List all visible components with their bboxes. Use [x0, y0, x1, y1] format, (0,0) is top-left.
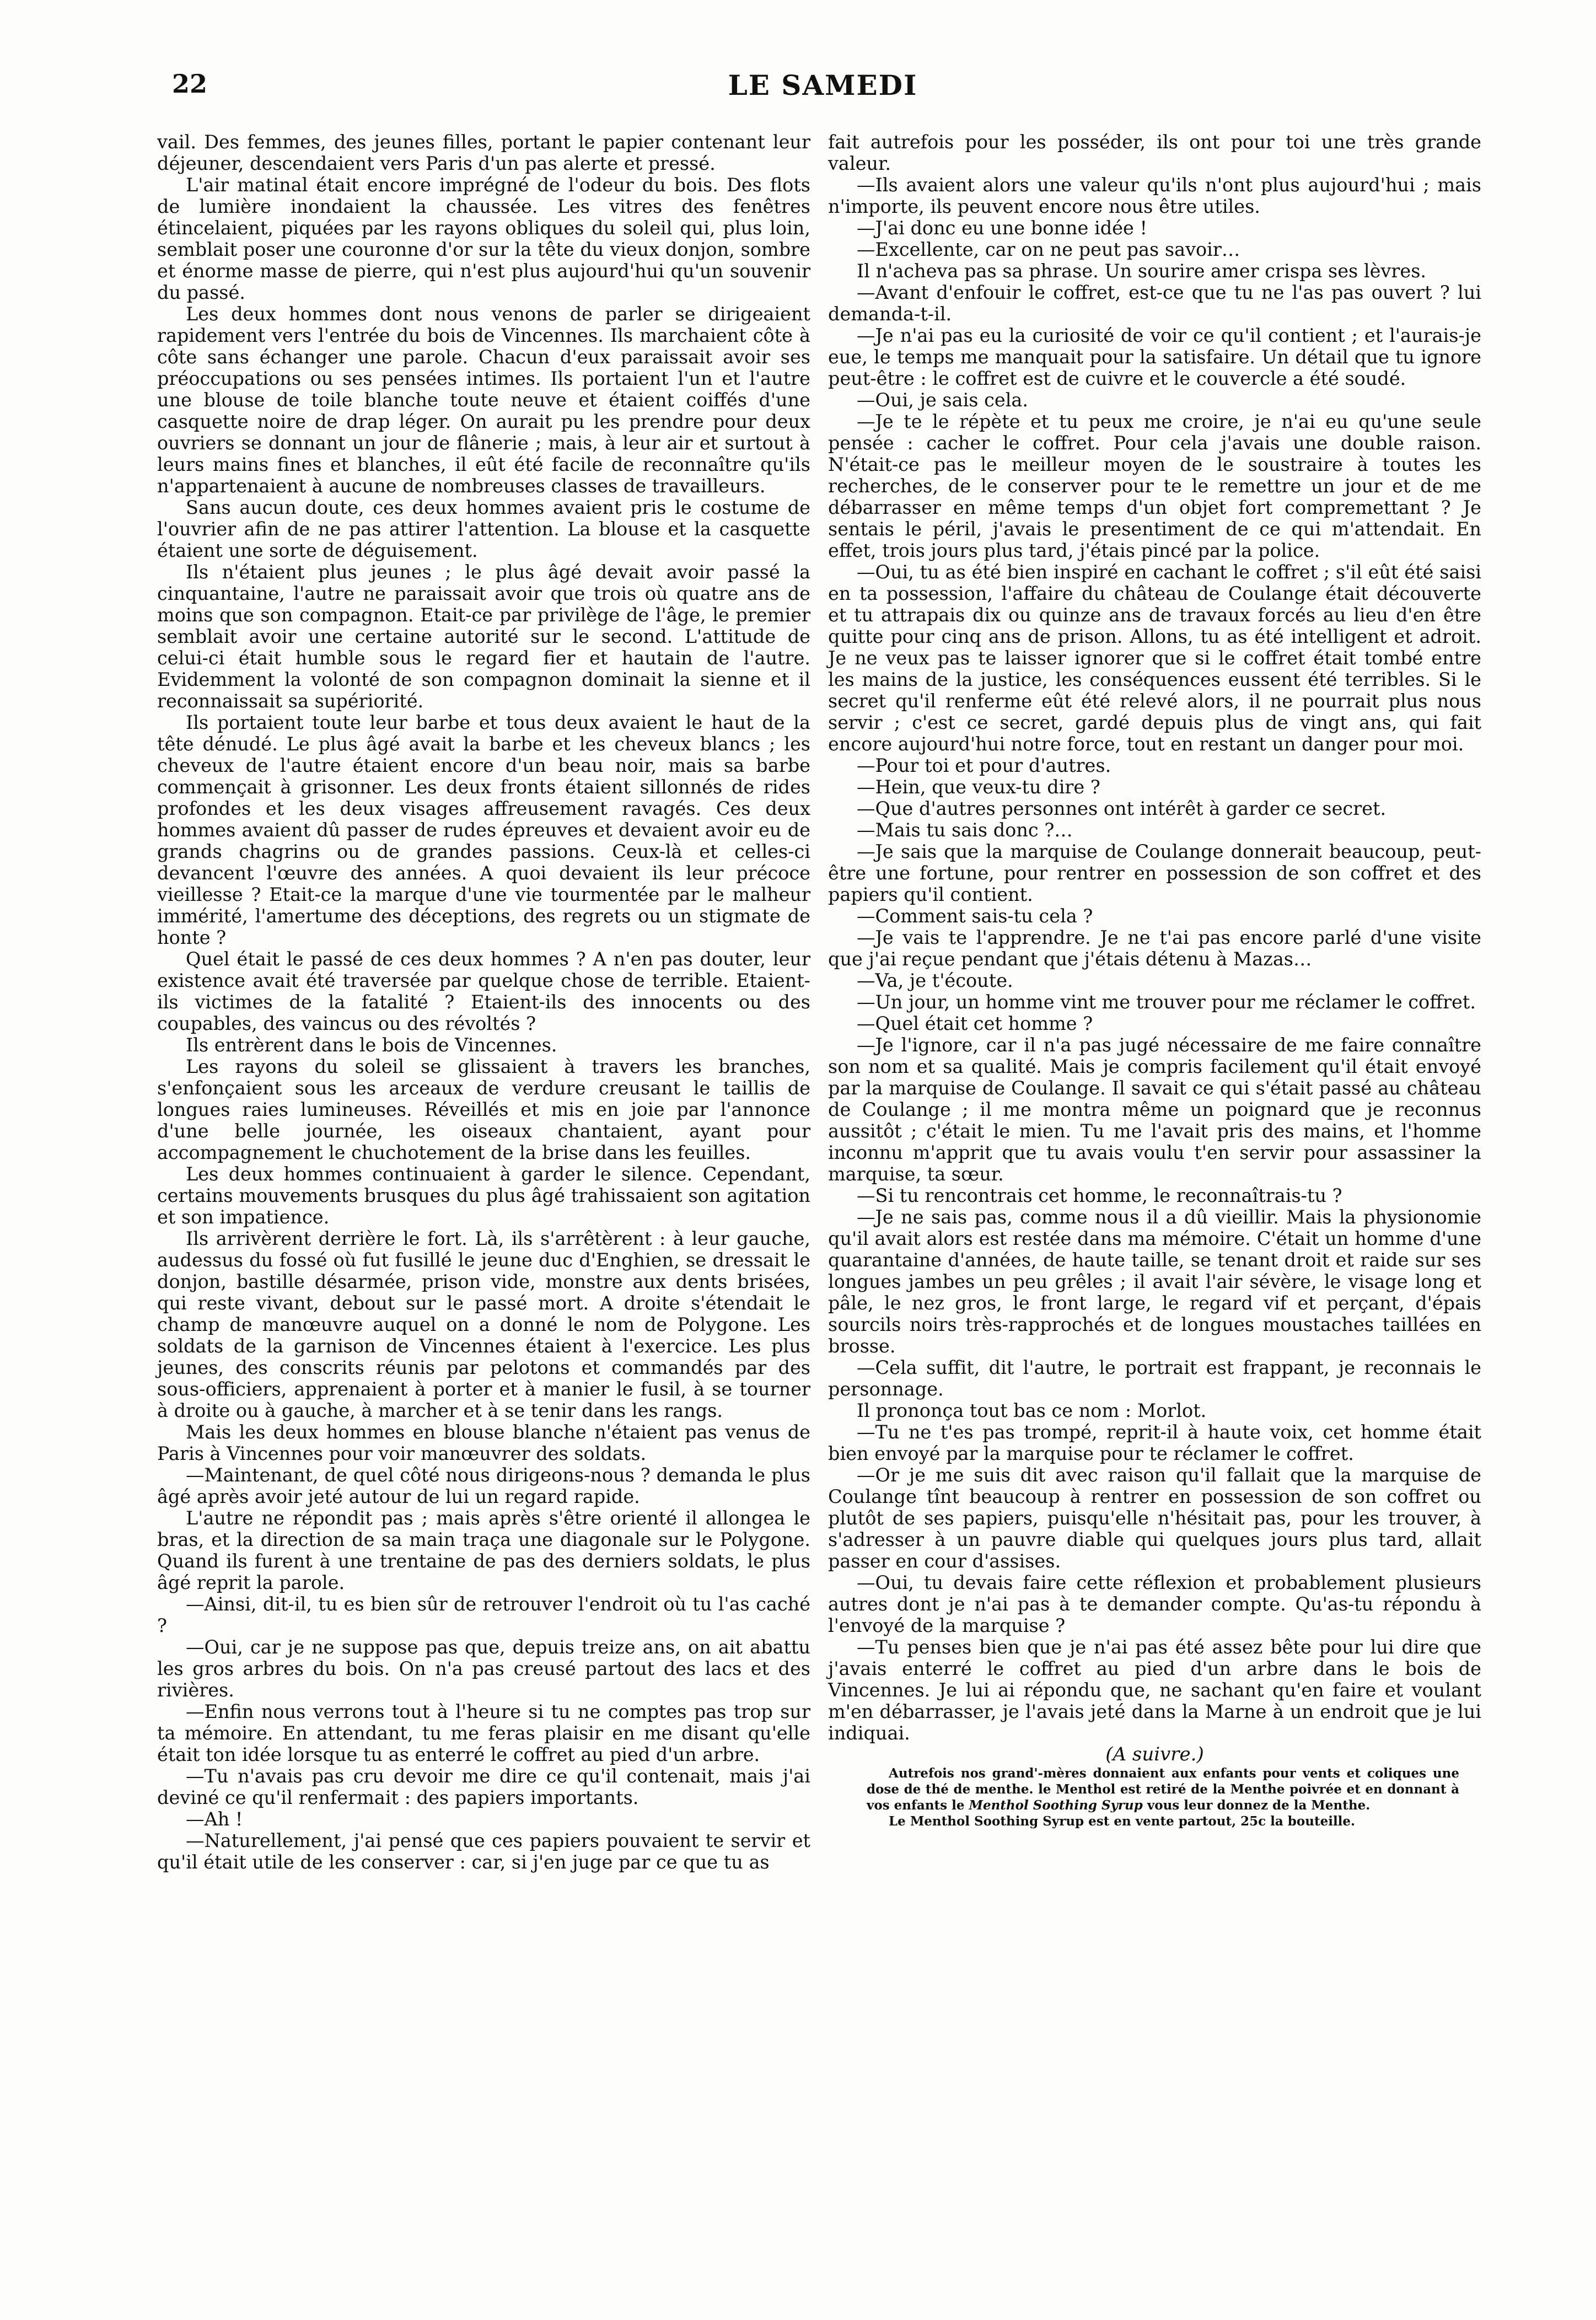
to-be-continued: (A suivre.): [1105, 1743, 1204, 1765]
paragraph: —Que d'autres personnes ont intérêt à garder ce secret.: [857, 798, 1387, 819]
advert-text-1-end: vous leur donnez de la Menthe.: [1147, 1798, 1371, 1813]
paragraph: —Va, je t'écoute.: [857, 970, 1013, 991]
advert-paragraph-1: [867, 1765, 1459, 1813]
paragraph: Il prononça tout bas ce nom : Morlot.: [857, 1400, 1207, 1421]
paragraph: Les deux hommes dont nous venons de parler se dirigeaient rapidement vers l'entrée du bois de Vincennes. Ils marchaient côte à côte sans échanger une parole. Chacun d'eux paraissait avoir ses préoccupations ou ses pensées intimes. Ils portaient l'un et l'autre une blouse de toile blanche toute neuve et étaient coiffés d'une casquette noire de drap léger. On aurait pu les prendre pour deux ouvriers se donnant un jour de flânerie ; mais, à leur air et surtout à leurs mains fines et blanches, il eût été facile de reconnaître qu'ils n'appartenaient à aucune de nombreuses classes de travailleurs.: [157, 303, 810, 497]
paragraph: L'autre ne répondit pas ; mais après s'être orienté il allongea le bras, et la direction de sa main traça une diagonale sur le Polygone. Quand ils furent à une trentaine de pas des derniers soldats, le plus âgé reprit la parole.: [157, 1507, 810, 1593]
paragraph: —Mais tu sais donc ?…: [857, 819, 1073, 841]
paragraph: —Quel était cet homme ?: [857, 1013, 1093, 1034]
paragraph: —Tu penses bien que je n'ai pas été assez bête pour lui dire que j'avais enterré le coffret au pied d'un arbre dans le bois de Vincennes. Je lui ai répondu que, ne sachant qu'en faire et voulant m'en débarrasser, je l'avais jeté dans la Marne à un endroit que je lui indiquai.: [828, 1636, 1481, 1744]
paragraph: —Hein, que veux-tu dire ?: [857, 776, 1100, 798]
paragraph: Les deux hommes continuaient à garder le silence. Cependant, certains mouvements brusques du plus âgé trahissaient son agitation et son impatience.: [157, 1163, 810, 1228]
paragraph: —Si tu rencontrais cet homme, le reconnaîtrais-tu ?: [857, 1185, 1342, 1206]
paragraph: —Je te le répète et tu peux me croire, je n'ai eu qu'une seule pensée : cacher le coffret. Pour cela j'avais une double raison. N'était-ce pas le meilleur moyen de le soustraire à toutes les recherches, de le conserver pour te le remettre un jour et de me débarrasser en même temps d'un objet fort compremettant ? Je sentais le péril, j'avais le presentiment de ce qui m'attendait. En effet, trois jours plus tard, j'étais pincé par la police.: [828, 411, 1481, 561]
paragraph: —Oui, tu devais faire cette réflexion et probablement plusieurs autres dont je n'ai pas à te demander compte. Qu'as-tu répondu à l'envoyé de la marquise ?: [828, 1572, 1481, 1636]
paragraph: fait autrefois pour les posséder, ils ont pour toi une très grande valeur.: [828, 131, 1481, 174]
paragraph: —J'ai donc eu une bonne idée !: [857, 217, 1147, 239]
publication-title: LE SAMEDI: [728, 69, 918, 101]
paragraph: —Oui, je sais cela.: [857, 389, 1029, 411]
paragraph: Il n'acheva pas sa phrase. Un sourire amer crispa ses lèvres.: [857, 260, 1427, 282]
paragraph: Sans aucun doute, ces deux hommes avaient pris le costume de l'ouvrier afin de ne pas attirer l'attention. La blouse et la casquette étaient une sorte de déguisement.: [157, 497, 810, 561]
right-column: [828, 131, 1481, 1829]
advertisement: [867, 1765, 1459, 1829]
paragraph: —Maintenant, de quel côté nous dirigeons-nous ? demanda le plus âgé après avoir jeté autour de lui un regard rapide.: [157, 1464, 810, 1507]
paragraph: —Je ne sais pas, comme nous il a dû vieillir. Mais la physionomie qu'il avait alors est restée dans ma mémoire. C'était un homme d'une quarantaine d'années, de haute taille, se tenant droit et raide sur ses longues jambes un peu grêles ; il avait l'air sévère, le visage long et pâle, le nez gros, le front large, le regard vif et perçant, d'épais sourcils noirs très-rapprochés et de longues moustaches taillées en brosse.: [828, 1206, 1481, 1357]
paragraph: —Comment sais-tu cela ?: [857, 905, 1093, 927]
paragraph: L'air matinal était encore imprégné de l'odeur du bois. Des flots de lumière inondaient la chaussée. Les vitres des fenêtres étincelaient, piquées par les rayons obliques du soleil qui, plus loin, semblait poser une couronne d'or sur la tête du vieux donjon, sombre et énorme masse de pierre, qui n'est plus aujourd'hui qu'un souvenir du passé.: [157, 174, 810, 303]
paragraph: —Je l'ignore, car il n'a pas jugé nécessaire de me faire connaître son nom et sa qualité. Mais je compris facilement qu'il était envoyé par la marquise de Coulange. Il savait ce qui s'était passé au château de Coulange ; il me montra même un poignard que je reconnus aussitôt ; c'était le mien. Tu me l'avait pris des mains, et l'homme inconnu m'apprit que tu avais voulu t'en servir pour assassiner la marquise, ta sœur.: [828, 1034, 1481, 1185]
paragraph: —Enfin nous verrons tout à l'heure si tu ne comptes pas trop sur ta mémoire. En attendant, tu me feras plaisir en me disant qu'elle était ton idée lorsque tu as enterré le coffret au pied d'un arbre.: [157, 1701, 810, 1765]
paragraph: —Or je me suis dit avec raison qu'il fallait que la marquise de Coulange tînt beaucoup à rentrer en possession de son coffret ou plutôt de ses papiers, puisqu'elle n'hésitait pas, pour les trouver, à s'adresser à un pauvre diable qui quelques jours plus tard, allait passer en cour d'assises.: [828, 1464, 1481, 1572]
page-header: [165, 69, 1480, 108]
paragraph: —Oui, tu as été bien inspiré en cachant le coffret ; s'il eût été saisi en ta possession, l'affaire du château de Coulange était découverte et tu attrapais dix ou quinze ans de travaux forcés au lieu d'en être quitte pour cinq ans de prison. Allons, tu as été intelligent et adroit. Je ne veux pas te laisser ignorer que si le coffret était tombé entre les mains de la justice, les conséquences eussent été terribles. Si le secret qu'il renferme eût été relevé alors, il ne pourrait plus nous servir ; c'est ce secret, gardé depuis plus de vingt ans, qui fait encore aujourd'hui notre force, tout en restant un danger pour moi.: [828, 561, 1481, 755]
paragraph: Ils portaient toute leur barbe et tous deux avaient le haut de la tête dénudé. Le plus âgé avait la barbe et les cheveux blancs ; les cheveux de l'autre étaient encore d'un beau noir, mais sa barbe commençait à grisonner. Les deux fronts étaient sillonnés de rides profondes et les deux visages affreusement ravagés. Ces deux hommes avaient dû passer de rudes épreuves et devaient avoir eu de grands chagrins ou de grandes passions. Ceux-là et celles-ci devancent l'œuvre des années. A quoi devaient ils leur précoce vieillesse ? Etait-ce la marque d'une vie tourmentée par le malheur immérité, l'amertume des déceptions, des regrets ou un stigmate de honte ?: [157, 712, 810, 948]
advert-paragraph-2: Le Menthol Soothing Syrup est en vente partout, 25c la bouteille.: [889, 1814, 1356, 1829]
page-number: 22: [172, 69, 208, 99]
paragraph: Ils arrivèrent derrière le fort. Là, ils s'arrêtèrent : à leur gauche, audessus du fossé où fut fusillé le jeune duc d'Enghien, se dressait le donjon, bastille désarmée, prison vide, monstre aux dents brisées, qui reste vivant, debout sur le passé mort. A droite s'étendait le champ de manœuvre auquel on a donné le nom de Polygone. Les soldats de la garnison de Vincennes étaient à l'exercice. Les plus jeunes, des conscrits réunis par pelotons et commandés par des sous-officiers, apprenaient à porter et à manier le fusil, à se tourner à droite ou à gauche, à marcher et à se tenir dans les rangs.: [157, 1228, 810, 1421]
paragraph: —Ainsi, dit-il, tu es bien sûr de retrouver l'endroit où tu l'as caché ?: [157, 1593, 810, 1636]
paragraph: —Cela suffit, dit l'autre, le portrait est frappant, je reconnais le personnage.: [828, 1357, 1481, 1400]
paragraph: —Tu n'avais pas cru devoir me dire ce qu'il contenait, mais j'ai deviné ce qu'il renfermait : des papiers importants.: [157, 1765, 810, 1808]
paragraph: —Tu ne t'es pas trompé, reprit-il à haute voix, cet homme était bien envoyé par la marquise pour te réclamer le coffret.: [828, 1421, 1481, 1464]
paragraph: —Avant d'enfouir le coffret, est-ce que tu ne l'as pas ouvert ? lui demanda-t-il.: [828, 282, 1481, 325]
paragraph: —Excellente, car on ne peut pas savoir…: [857, 239, 1240, 260]
paragraph: —Oui, car je ne suppose pas que, depuis treize ans, on ait abattu les gros arbres du bois. On n'a pas creusé partout des lacs et des rivières.: [157, 1636, 810, 1701]
paragraph: Ils n'étaient plus jeunes ; le plus âgé devait avoir passé la cinquantaine, l'autre ne paraissait avoir que trois où quatre ans de moins que son compagnon. Etait-ce par privilège de l'âge, le premier semblait avoir une certaine autorité sur le second. L'attitude de celui-ci était humble sous le regard fier et hautain de l'autre. Evidemment la volonté de son compagnon dominait la sienne et il reconnaissait sa supériorité.: [157, 561, 810, 712]
paragraph: Les rayons du soleil se glissaient à travers les branches, s'enfonçaient sous les arceaux de verdure creusant le taillis de longues raies lumineuses. Réveillés et mis en joie par l'annonce d'une belle journée, les oiseaux chantaient, ayant pour accompagnement le chuchotement de la brise dans les feuilles.: [157, 1056, 810, 1163]
paragraph: —Je sais que la marquise de Coulange donnerait beaucoup, peut-être une fortune, pour rentrer en possession de son coffret et des papiers qu'il contient.: [828, 841, 1481, 905]
paragraph: Ils entrèrent dans le bois de Vincennes.: [186, 1034, 557, 1056]
paragraph: Quel était le passé de ces deux hommes ? A n'en pas douter, leur existence avait été traversée par quelque chose de terrible. Etaient-ils victimes de la fatalité ? Etaient-ils des innocents ou des coupables, des vaincus ou des révoltés ?: [157, 948, 810, 1034]
paragraph: —Naturellement, j'ai pensé que ces papiers pouvaient te servir et qu'il était utile de les conserver : car, si j'en juge par ce que tu as: [157, 1830, 810, 1873]
paragraph: —Pour toi et pour d'autres.: [857, 755, 1111, 776]
advert-text-1: Autrefois nos grand'-mères donnaient aux enfants pour vents et coliques une dose de thé de menthe. le Menthol est retiré de la Menthe poivrée et en donnant à vos enfants le: [867, 1766, 1459, 1813]
paragraph: —Je vais te l'apprendre. Je ne t'ai pas encore parlé d'une visite que j'ai reçue pendant que j'étais détenu à Mazas…: [828, 927, 1481, 970]
paragraph: —Ah !: [186, 1808, 243, 1830]
paragraph: —Un jour, un homme vint me trouver pour me réclamer le coffret.: [857, 991, 1476, 1013]
paragraph: —Je n'ai pas eu la curiosité de voir ce qu'il contient ; et l'aurais-je eue, le temps me manquait pour la satisfaire. Un détail que tu ignore peut-être : le coffret est de cuivre et le couvercle a été soudé.: [828, 325, 1481, 389]
paragraph: —Ils avaient alors une valeur qu'ils n'ont plus aujourd'hui ; mais n'importe, ils peuvent encore nous être utiles.: [828, 174, 1481, 217]
paragraph: Mais les deux hommes en blouse blanche n'étaient pas venus de Paris à Vincennes pour voir manœuvrer des soldats.: [157, 1421, 810, 1464]
paragraph: vail. Des femmes, des jeunes filles, portant le papier contenant leur déjeuner, descendaient vers Paris d'un pas alerte et pressé.: [157, 131, 810, 174]
left-column: [157, 131, 810, 1873]
right-column-body: [828, 131, 1481, 1744]
advert-product-name: Menthol Soothing Syrup: [969, 1798, 1143, 1813]
